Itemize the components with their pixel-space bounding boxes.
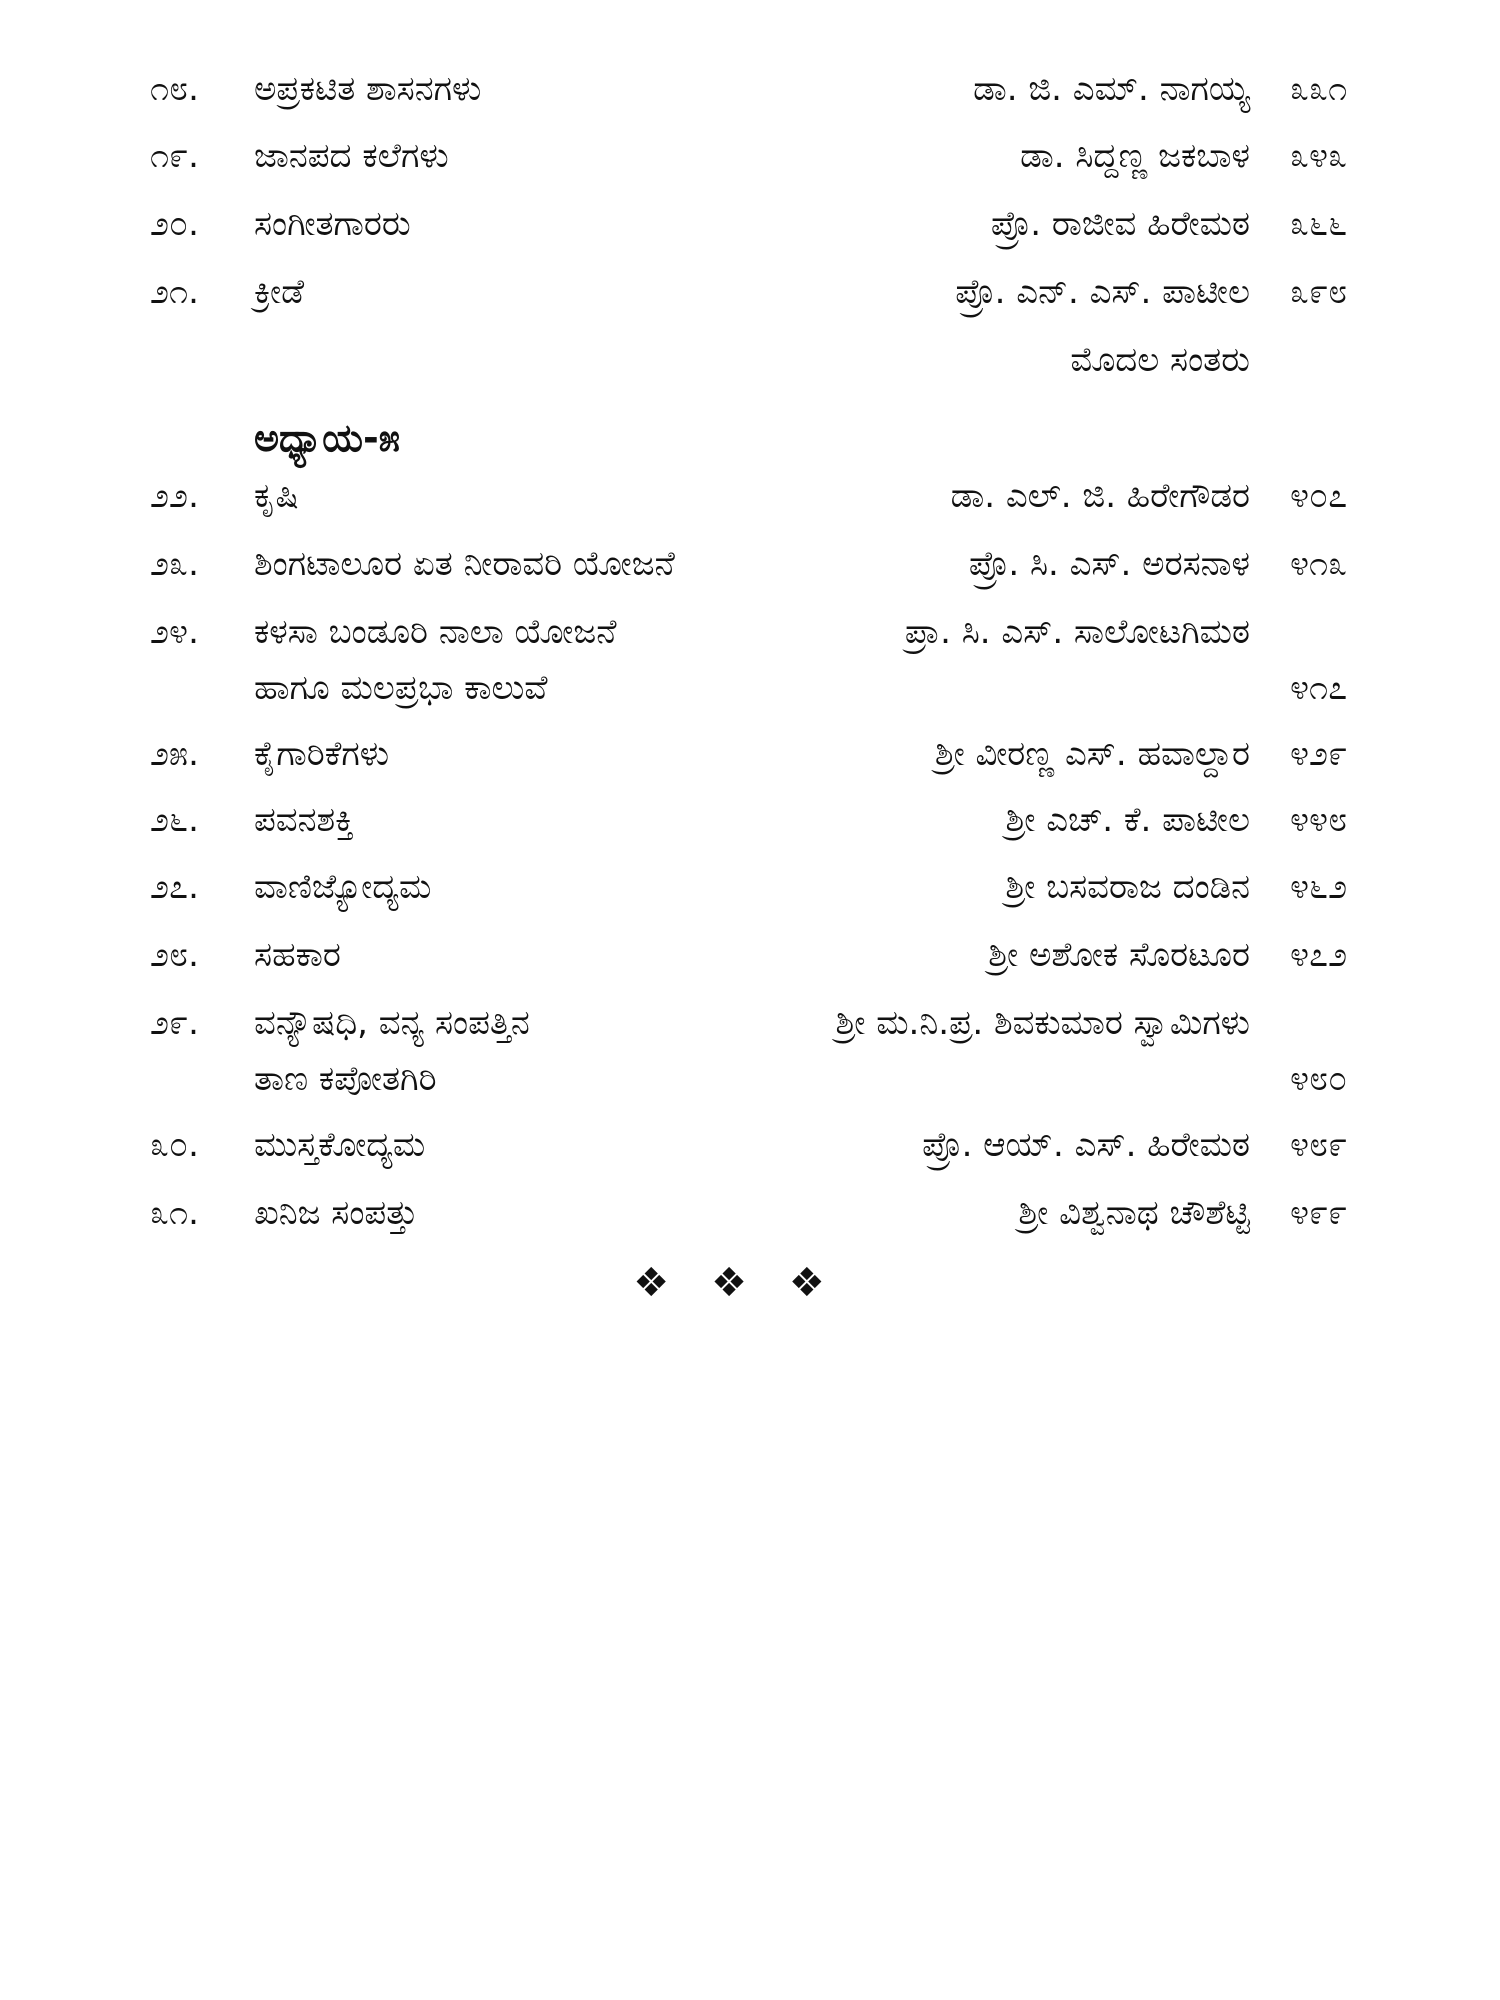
entry-number: ೨೬. [150,800,199,840]
entry-title: ಕೃಷಿ [254,476,299,516]
entry-title: ತಾಣ ಕಪೋತಗಿರಿ [254,1059,437,1099]
entry-author: ಪ್ರಾ. ಸಿ. ಎಸ್. ಸಾಲೋಟಗಿಮಠ [904,612,1250,652]
entry-page-number: ೩೩೧ [1290,69,1348,109]
entry-title: ಕ್ರೀಡೆ [254,272,305,312]
toc-entry-28 [0,925,1500,985]
toc-entry-31 [0,1183,1500,1243]
entry-number: ೧೮. [150,69,199,109]
entry-author: ಡಾ. ಜಿ. ಎಮ್. ನಾಗಯ್ಯ [973,69,1250,109]
entry-title: ಕಳಸಾ ಬಂಡೂರಿ ನಾಲಾ ಯೋಜನೆ [254,612,617,652]
entry-title: ಸಂಗೀತಗಾರರು [254,204,411,244]
entry-number: ೨೮. [150,935,199,975]
entry-number: ೨೦. [150,204,199,244]
entry-author: ಶ್ರೀ ಮ.ನಿ.ಪ್ರ. ಶಿವಕುಮಾರ ಸ್ವಾಮಿಗಳು [835,1003,1250,1043]
entry-number: ೧೯. [150,136,199,176]
entry-author: ಪ್ರೊ. ಸಿ. ಎಸ್. ಅರಸನಾಳ [968,544,1250,584]
entry-title: ಖನಿಜ ಸಂಪತ್ತು [254,1193,418,1233]
entry-author: ಶ್ರೀ ಎಚ್. ಕೆ. ಪಾಟೀಲ [1005,800,1250,840]
entry-title: ಅಪ್ರಕಟಿತ ಶಾಸನಗಳು [254,69,482,109]
entry-page-number: ೩೬೬ [1290,204,1348,244]
entry-author: ಪ್ರೊ. ಎನ್. ಎಸ್. ಪಾಟೀಲ [955,272,1250,312]
entry-author: ಶ್ರೀ ವೀರಣ್ಣ ಎಸ್. ಹವಾಲ್ದಾರ [934,734,1250,774]
entry-title: ಹಾಗೂ ಮಲಪ್ರಭಾ ಕಾಲುವೆ [254,668,548,708]
entry-page-number: ೩೯೮ [1290,272,1348,312]
entry-author: ಶ್ರೀ ಅಶೋಕ ಸೊರಟೂರ [988,935,1250,975]
entry-title: ಪವನಶಕ್ತಿ [254,800,354,840]
toc-entry-19 [0,126,1500,186]
toc-entry-20 [0,194,1500,254]
toc-entry-24-continuation [0,658,1500,718]
toc-entry-29 [0,993,1500,1053]
entry-author: ಪ್ರೊ. ಆಯ್. ಎಸ್. ಹಿರೇಮಠ [922,1125,1250,1165]
entry-page-number: ೩೪೩ [1290,136,1348,176]
toc-entry-27 [0,857,1500,917]
toc-entry-18 [0,59,1500,119]
entry-page-number: ೪೦೭ [1290,476,1348,516]
entry-page-number: ೪೧೩ [1290,544,1348,584]
entry-number: ೨೯. [150,1003,199,1043]
ornament-divider: ❖❖❖ [633,1260,867,1306]
entry-author: ಶ್ರೀ ಬಸವರಾಜ ದಂಡಿನ [1005,867,1250,907]
entry-page-number: ೪೬೨ [1290,867,1348,907]
entry-page-number: ೪೯೯ [1290,1193,1348,1233]
toc-entry-26 [0,790,1500,850]
entry-title: ವಾಣಿಜ್ಯೋದ್ಯಮ [254,867,432,907]
entry-page-number: ೪೧೭ [1290,668,1348,708]
entry-number: ೩೧. [150,1193,199,1233]
entry-author: ಪ್ರೊ. ರಾಜೀವ ಹಿರೇಮಠ [990,204,1250,244]
chapter-heading: ಅಧ್ಯಾಯ-೫ [254,416,400,460]
entry-author: ಶ್ರೀ ವಿಶ್ವನಾಥ ಚೌಶೆಟ್ಟಿ [1018,1193,1250,1233]
entry-number: ೨೩. [150,544,199,584]
toc-entry-21-continuation [0,330,1500,390]
toc-entry-24 [0,602,1500,662]
entry-author: ಡಾ. ಎಲ್. ಜಿ. ಹಿರೇಗೌಡರ [950,476,1250,516]
toc-entry-21 [0,262,1500,322]
entry-title: ಮುಸ್ತಕೋದ್ಯಮ [254,1125,426,1165]
entry-number: ೨೧. [150,272,199,312]
entry-author: ಡಾ. ಸಿದ್ದಣ್ಣ ಜಕಬಾಳ [1020,136,1250,176]
toc-entry-22 [0,466,1500,526]
entry-author-continuation: ಮೊದಲ ಸಂತರು [1070,340,1250,380]
entry-title: ಸಹಕಾರ [254,935,341,975]
entry-number: ೨೪. [150,612,199,652]
entry-page-number: ೪೮೯ [1290,1125,1348,1165]
toc-entry-30 [0,1115,1500,1175]
entry-page-number: ೪೭೨ [1290,935,1348,975]
entry-page-number: ೪೪೮ [1290,800,1348,840]
entry-number: ೨೫. [150,734,199,774]
entry-number: ೨೨. [150,476,199,516]
entry-page-number: ೪೨೯ [1290,734,1348,774]
entry-title: ಶಿಂಗಟಾಲೂರ ಏತ ನೀರಾವರಿ ಯೋಜನೆ [254,544,675,584]
entry-title: ಕೈಗಾರಿಕೆಗಳು [254,734,390,774]
entry-page-number: ೪೮೦ [1290,1059,1348,1099]
toc-entry-23 [0,534,1500,594]
entry-title: ಜಾನಪದ ಕಲೆಗಳು [254,136,449,176]
toc-entry-25 [0,724,1500,784]
entry-number: ೩೦. [150,1125,199,1165]
entry-number: ೨೭. [150,867,199,907]
entry-title: ವನ್ಯೌಷಧಿ, ವನ್ಯ ಸಂಪತ್ತಿನ [254,1003,530,1043]
toc-entry-29-continuation [0,1049,1500,1109]
